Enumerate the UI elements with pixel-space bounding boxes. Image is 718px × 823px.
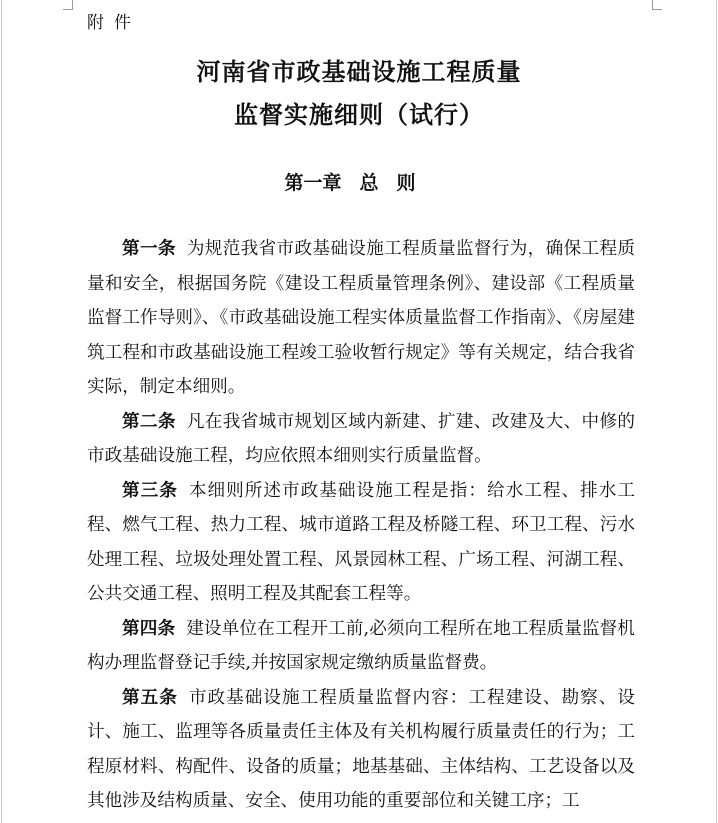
chapter-heading xyxy=(0,168,718,195)
document-body xyxy=(87,232,635,819)
article-text: 建设单位在工程开工前,必须向工程所在地工程质量监督机构办理监督登记手续,并按国家规定缴纳质量监督费。 xyxy=(87,618,635,673)
article-number: 第五条 xyxy=(122,686,178,708)
article-number: 第二条 xyxy=(122,410,176,432)
article-4 xyxy=(87,612,635,681)
article-5 xyxy=(87,681,635,819)
article-number: 第一条 xyxy=(122,238,176,259)
article-1 xyxy=(87,232,635,405)
article-text: 本细则所述市政基础设施工程是指：给水工程、排水工程、燃气工程、热力工程、城市道路工程及桥隧工程、环卫工程、污水处理工程、垃圾处理处置工程、风景园林工程、广场工程、河湖工程、公共交通工程、照明工程及其配套工程等。 xyxy=(87,480,635,604)
article-3 xyxy=(87,474,635,612)
chapter-name: 总则 xyxy=(359,172,434,194)
attachment-label: 附件 xyxy=(87,13,141,33)
document-title-line-1: 河南省市政基础设施工程质量 xyxy=(196,57,522,86)
document-title-line-2: 监督实施细则（试行） xyxy=(234,100,484,129)
crop-mark-top-left xyxy=(63,0,73,10)
article-number: 第四条 xyxy=(122,617,176,639)
article-text: 市政基础设施工程质量监督内容：工程建设、勘察、设计、施工、监理等各质量责任主体及有关机构履行质量责任的行为；工程原材料、构配件、设备的质量；地基基础、主体结构、工艺设备以及其他涉及结构质量、安全、使用功能的重要部位和关键工序；工 xyxy=(87,687,635,811)
article-text: 凡在我省城市规划区域内新建、扩建、改建及大、中修的市政基础设施工程，均应依照本细则实行质量监督。 xyxy=(87,411,635,466)
article-number: 第三条 xyxy=(122,479,178,501)
crop-mark-top-right xyxy=(652,0,662,10)
article-text: 为规范我省市政基础设施工程质量监督行为，确保工程质量和安全，根据国务院《建设工程质量管理条例》、建设部《工程质量监督工作导则》、《市政基础设施工程实体质量监督工作指南》、《房屋建筑工程和市政基础设施工程竣工验收暂行规定》等有关规定，结合我省实际，制定本细则。 xyxy=(87,239,635,397)
article-2 xyxy=(87,405,635,474)
chapter-number: 第一章 xyxy=(284,172,342,194)
